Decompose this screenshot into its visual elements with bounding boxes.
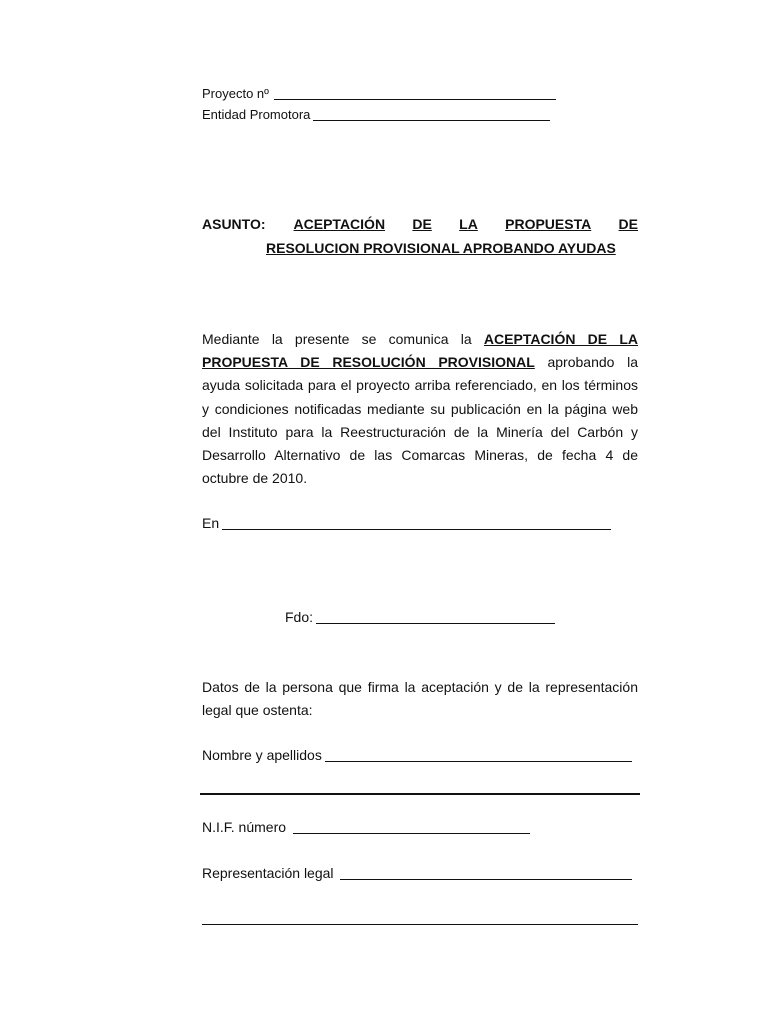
- full-name-field-continuation[interactable]: [200, 793, 640, 795]
- place-field[interactable]: [222, 529, 611, 530]
- nif-field[interactable]: [293, 833, 530, 834]
- legal-representation-label: Representación legal: [202, 865, 334, 881]
- subject-word: DE: [618, 216, 638, 232]
- paragraph-line: [202, 328, 638, 351]
- signer-intro-line: legal que ostenta:: [202, 702, 313, 719]
- signer-intro: [202, 676, 638, 722]
- subject-title-line2: RESOLUCION PROVISIONAL APROBANDO AYUDAS: [266, 240, 616, 256]
- paragraph-line: Desarrollo Alternativo de las Comarcas Mineras, de fecha 4 de: [202, 446, 638, 463]
- full-name-label: Nombre y apellidos: [202, 747, 322, 763]
- paragraph-text: aprobando la: [547, 354, 638, 371]
- paragraph-emphasis: PROPUESTA DE RESOLUCIÓN PROVISIONAL: [202, 354, 535, 371]
- paragraph-line: y condiciones notificadas mediante su publicación en la página web: [202, 400, 638, 417]
- nif-label: N.I.F. número: [202, 819, 287, 835]
- subject-word: ACEPTACIÓN: [293, 216, 386, 232]
- subject-label: ASUNTO:: [202, 216, 266, 232]
- subject-word: DE: [412, 216, 432, 232]
- paragraph-line: [202, 351, 638, 374]
- signature-field[interactable]: [316, 623, 555, 624]
- subject-word: PROPUESTA: [505, 216, 592, 232]
- paragraph-emphasis: ACEPTACIÓN DE LA: [483, 331, 638, 347]
- project-number-field[interactable]: [274, 99, 556, 100]
- subject-heading: [202, 216, 638, 232]
- promoting-entity-field[interactable]: [313, 120, 550, 121]
- paragraph-line: del Instituto para la Reestructuración de la Minería del Carbón y: [202, 423, 638, 440]
- legal-representation-field-continuation[interactable]: [202, 924, 638, 925]
- full-name-field[interactable]: [325, 761, 632, 762]
- legal-representation-field[interactable]: [340, 879, 632, 880]
- place-label: En: [202, 515, 220, 531]
- subject-word: LA: [459, 216, 478, 232]
- paragraph-text: Mediante la presente se comunica la: [202, 331, 472, 347]
- subject-title-line1: [294, 216, 638, 232]
- promoting-entity-label: Entidad Promotora: [202, 107, 311, 122]
- paragraph-line: octubre de 2010.: [202, 470, 308, 487]
- signature-label: Fdo:: [285, 609, 314, 625]
- paragraph-line: ayuda solicitada para el proyecto arriba referenciado, en los términos: [202, 377, 638, 394]
- signer-intro-line: Datos de la persona que firma la aceptación y de la representación: [202, 679, 638, 695]
- acceptance-paragraph: [202, 328, 638, 490]
- project-number-label: Proyecto nº: [202, 86, 269, 101]
